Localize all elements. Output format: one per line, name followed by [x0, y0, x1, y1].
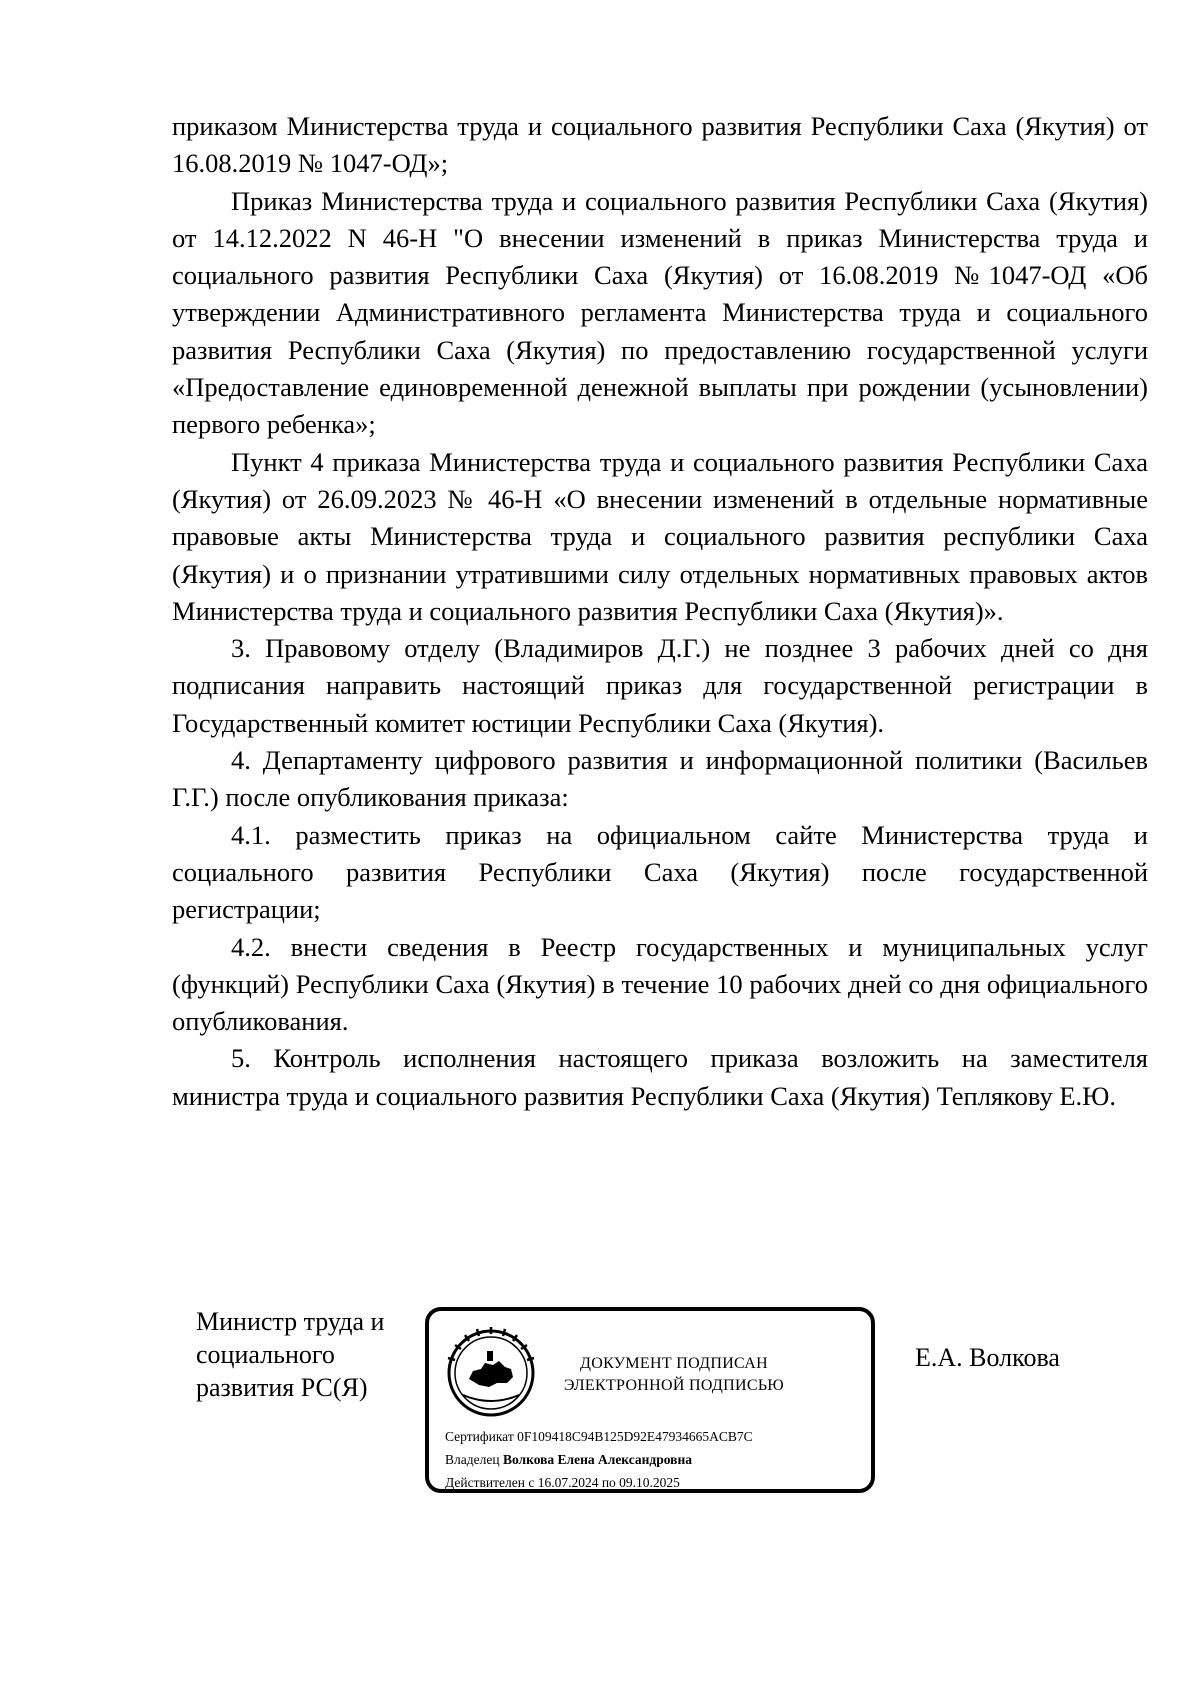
signatory-title-line: Министр труда и	[196, 1307, 385, 1336]
coat-of-arms-icon	[443, 1325, 539, 1421]
signatory-title	[196, 1305, 426, 1404]
signatory-name: Е.А. Волкова	[915, 1343, 1060, 1372]
signatory-title-line: социального	[196, 1340, 335, 1369]
validity-row	[445, 1471, 753, 1494]
stamp-info	[445, 1425, 753, 1494]
valid-from-date: 16.07.2024	[537, 1475, 599, 1490]
paragraph-2: Пункт 4 приказа Министерства труда и социального развития Республики Саха (Якутия) от 26.09.2023 № 46-Н «О внесении изменений в отдельные нормативные правовые акты Министерства труда и социального развития республики Саха (Якутия) и о признании утратившими силу отдельных нормативных правовых актов Министерства труда и социального развития Республики Саха (Якутия)».	[172, 446, 1148, 626]
owner-value: Волкова Елена Александровна	[502, 1452, 693, 1467]
paragraph-5: 4.1. разместить приказ на официальном сайте Министерства труда и социального развития Республики Саха (Якутия) после государственной регистрации;	[172, 819, 1148, 925]
paragraph-0: приказом Министерства труда и социального развития Республики Саха (Якутия) от 16.08.2019 № 1047-ОД»;	[172, 111, 1148, 179]
paragraph-1: Приказ Министерства труда и социального развития Республики Саха (Якутия) от 14.12.2022 N 46-Н "О внесении изменений в приказ Министерства труда и социального развития Республики Саха (Якутия) от 16.08.2019 №1047-ОД «Об утверждении Административного регламента Министерства труда и социального развития Республики Саха (Якутия) по предоставлению государственной услуги «Предоставление единовременной денежной выплаты при рождении (усыновлении) первого ребенка»;	[172, 185, 1148, 440]
paragraph-7: 5. Контроль исполнения настоящего приказа возложить на заместителя министра труда и социального развития Республики Саха (Якутия) Теплякову Е.Ю.	[172, 1043, 1148, 1111]
valid-from-prefix: с	[528, 1475, 535, 1490]
validity-label: Действителен	[445, 1475, 525, 1490]
document-body	[172, 108, 1148, 1115]
certificate-row	[445, 1425, 753, 1448]
owner-label: Владелец	[445, 1452, 500, 1467]
paragraph-6: 4.2. внести сведения в Реестр государственных и муниципальных услуг (функций) Республики Саха (Якутия) в течение 10 рабочих дней со дня официального опубликования.	[172, 931, 1148, 1037]
valid-to-date: 09.10.2025	[619, 1475, 680, 1490]
certificate-value: 0F109418C94B125D92E47934665ACB7C	[517, 1429, 753, 1444]
paragraph-4: 4. Департаменту цифрового развития и информационной политики (Васильев Г.Г.) после опубликования приказа:	[172, 745, 1148, 813]
certificate-label: Сертификат	[445, 1429, 514, 1444]
stamp-header-line: ДОКУМЕНТ ПОДПИСАН	[580, 1355, 768, 1372]
stamp-header-line: ЭЛЕКТРОННОЙ ПОДПИСЬЮ	[563, 1377, 785, 1394]
paragraph-3: 3. Правовому отделу (Владимиров Д.Г.) не позднее 3 рабочих дней со дня подписания направить настоящий приказ для государственной регистрации в Государственный комитет юстиции Республики Саха (Якутия).	[172, 633, 1148, 738]
valid-to-prefix: по	[601, 1475, 616, 1490]
stamp-header	[547, 1353, 801, 1397]
owner-row	[445, 1448, 753, 1471]
electronic-signature-stamp	[425, 1307, 875, 1493]
signatory-title-line: развития РС(Я)	[196, 1373, 368, 1402]
